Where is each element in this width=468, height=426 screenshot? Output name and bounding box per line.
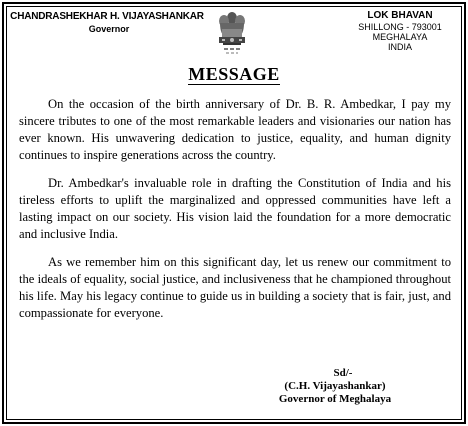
page-title [0, 64, 468, 85]
governor-name: CHANDRASHEKHAR H. VIJAYASHANKAR [10, 11, 204, 22]
message-body [19, 96, 451, 333]
letterhead-right [340, 11, 460, 52]
address-line: MEGHALAYA [372, 32, 428, 42]
paragraph: On the occasion of the birth anniversary of Dr. B. R. Ambedkar, I pay my sincere tributes to one of the most remarkable leaders and visionaries our nation has ever known. His unwavering dedication to justice, equality, and human dignity continues to inspire generations across the country. [19, 97, 451, 162]
message-heading: MESSAGE [188, 64, 280, 84]
governor-title: Governor [88, 24, 130, 34]
paragraph: Dr. Ambedkar's invaluable role in drafting the Constitution of India and his tireless efforts to uplift the marginalized and oppressed communities have left a lasting impact on our society. His vision laid the foundation for a more democratic and inclusive India. [19, 176, 451, 241]
office-name: LOK BHAVAN [367, 10, 433, 21]
signature-block [250, 367, 420, 406]
state-emblem-icon [216, 9, 248, 59]
letterhead-left [9, 11, 209, 34]
address-line: INDIA [387, 42, 412, 52]
address-line: SHILLONG - 793001 [358, 22, 442, 32]
signature-mark: Sd/- [333, 367, 353, 379]
signatory-name: (C.H. Vijayashankar) [284, 380, 386, 392]
paragraph: As we remember him on this significant day, let us renew our commitment to the ideals of equality, social justice, and inclusiveness that he championed throughout his life. May his legacy continue to guide us in building a society that is fair, just, and compassionate for everyone. [19, 255, 451, 320]
signatory-designation: Governor of Meghalaya [278, 393, 392, 405]
